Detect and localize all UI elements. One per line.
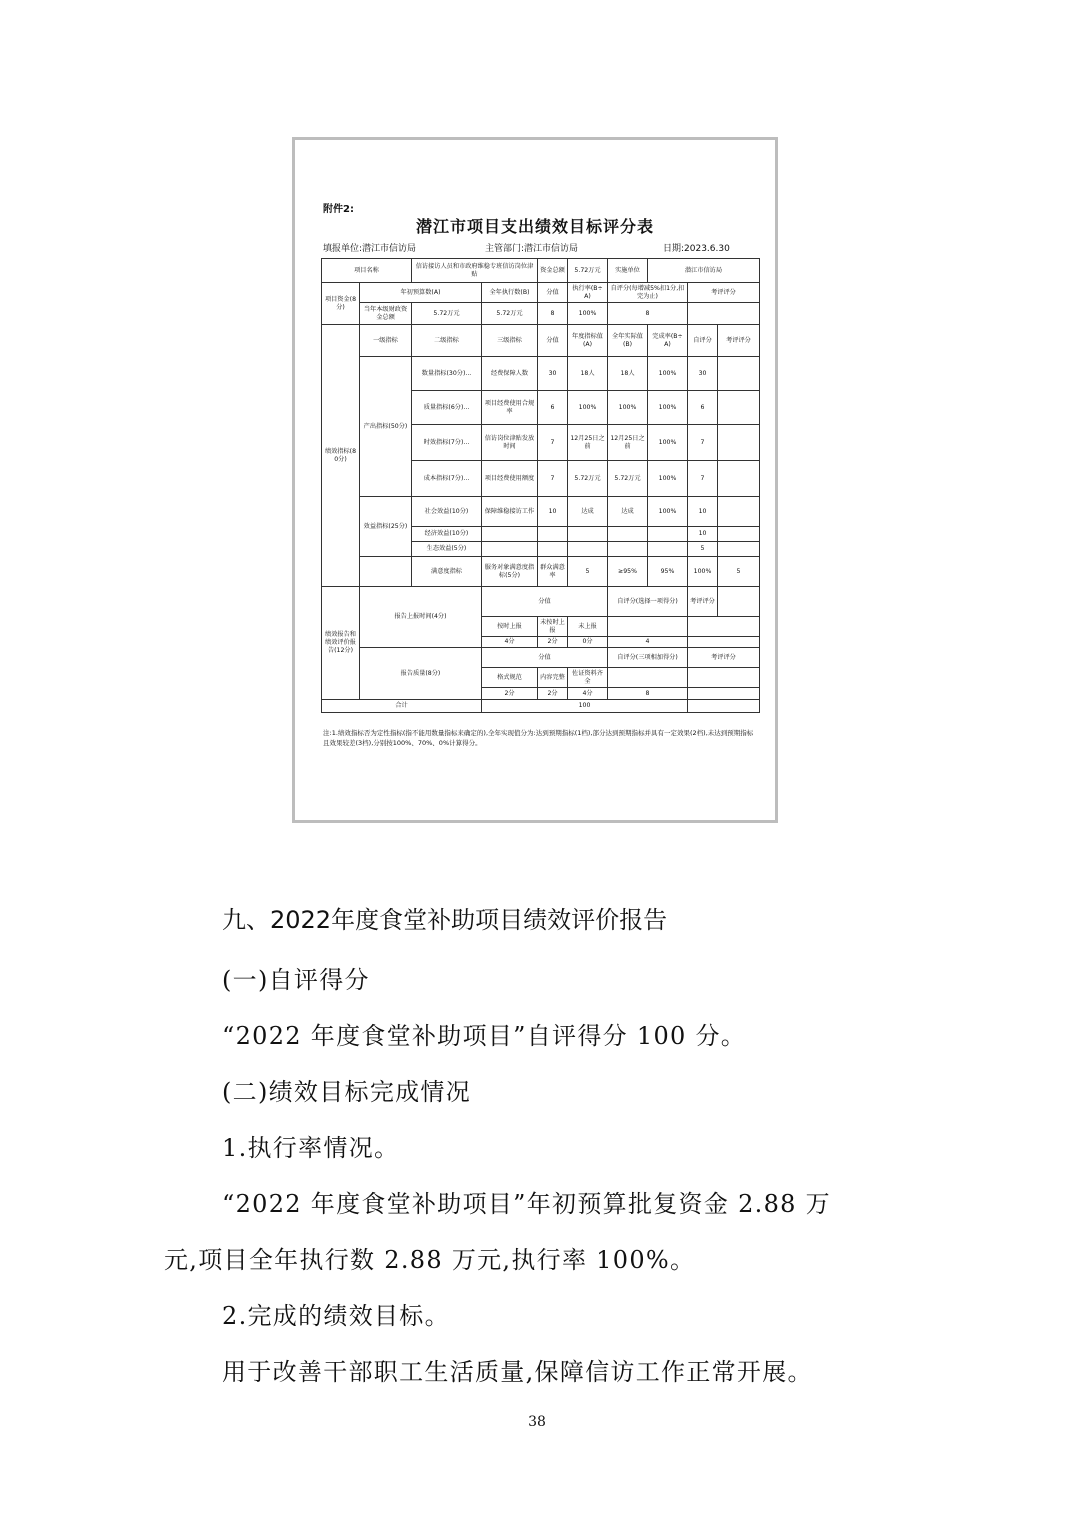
- table-cell: 5.72万元: [568, 461, 608, 497]
- table-cell: 5.72万元: [482, 303, 538, 325]
- table-cell: 考评评分: [718, 325, 760, 357]
- table-cell: 5: [568, 557, 608, 587]
- table-cell: 绩效报告和绩效评价报告(12分): [322, 587, 360, 700]
- table-cell: [718, 391, 760, 425]
- paragraph-goals-heading: 2.完成的绩效目标。: [222, 1302, 450, 1330]
- table-cell: 潜江市信访局: [648, 259, 760, 283]
- table-note: 注:1.绩效指标否为定性指标(指不能用数量指标来确定的),全年实现值分为:达到预期指标(1档),部分达到预期指标并具有一定效果(2档),未达到预期指标且效果较差(3档),分别按100%、70%、0%计算得分。: [323, 729, 754, 747]
- table-cell: 5: [718, 557, 760, 587]
- table-cell: [718, 527, 760, 542]
- table-cell: 4: [608, 637, 688, 648]
- table-cell: 30: [538, 357, 568, 391]
- table-cell: 18人: [568, 357, 608, 391]
- table-cell: 10: [688, 527, 718, 542]
- table-cell: 未按时上报: [538, 617, 568, 637]
- table-cell: 当年本级财政资金总额: [360, 303, 412, 325]
- paragraph-goal-heading: (二)绩效目标完成情况: [222, 1078, 472, 1106]
- table-cell: 项目经费使用额度: [482, 461, 538, 497]
- table-cell: 社会效益(10分): [412, 497, 482, 527]
- table-cell: 2分: [538, 688, 568, 700]
- table-cell: 时效指标(7分)...: [412, 425, 482, 461]
- table-cell: 2分: [538, 637, 568, 648]
- table-cell: 全年执行数(B): [482, 283, 538, 303]
- table-cell: 全年实际值(B): [608, 325, 648, 357]
- table-cell: 报告上报时间(4分): [360, 587, 482, 648]
- table-cell: 实施单位: [608, 259, 648, 283]
- table-row: [322, 283, 760, 303]
- table-cell: 7: [538, 425, 568, 461]
- table-cell: 考评评分: [688, 648, 760, 668]
- table-cell: 执行率(B÷A): [568, 283, 608, 303]
- table-cell: 成本指标(7分)...: [412, 461, 482, 497]
- table-cell: 项目名称: [322, 259, 412, 283]
- table-cell: 自评分(三项相加得分): [608, 648, 688, 668]
- table-cell: [648, 542, 688, 557]
- table-cell: 分值: [538, 283, 568, 303]
- table-cell: 7: [538, 461, 568, 497]
- table-cell: 4分: [482, 637, 538, 648]
- table-cell: 考评评分: [688, 283, 760, 303]
- table-cell: 0分: [568, 637, 608, 648]
- table-row: [322, 325, 760, 357]
- table-cell: 生态效益(5分): [412, 542, 482, 557]
- table-cell: 100%: [568, 303, 608, 325]
- table-row: [322, 587, 760, 617]
- table-cell: [538, 527, 568, 542]
- table-cell: 年初预算数(A): [360, 283, 482, 303]
- table-cell: [608, 527, 648, 542]
- table-cell: 报告质量(8分): [360, 648, 482, 700]
- table-cell: 达成: [568, 497, 608, 527]
- table-cell: [718, 497, 760, 527]
- table-cell: 100: [482, 700, 688, 713]
- table-cell: [538, 542, 568, 557]
- paragraph-exec-rate-line1: “2022 年度食堂补助项目”年初预算批复资金 2.88 万: [222, 1190, 831, 1218]
- table-cell: 经济效益(10分): [412, 527, 482, 542]
- table-cell: 2分: [482, 688, 538, 700]
- table-cell: 5: [688, 542, 718, 557]
- form-title: 潜江市项目支出绩效目标评分表: [415, 217, 654, 236]
- table-cell: 100%: [648, 391, 688, 425]
- table-cell: 100%: [608, 391, 648, 425]
- table-cell: 7: [688, 425, 718, 461]
- table-cell: [688, 668, 760, 688]
- table-cell: 质量指标(6分)...: [412, 391, 482, 425]
- table-cell: 群众满意率: [538, 557, 568, 587]
- table-cell: 100%: [648, 357, 688, 391]
- table-cell: 自评分(每增减5%扣1分,扣完为止): [608, 283, 688, 303]
- table-cell: 满意度指标: [412, 557, 482, 587]
- table-cell: 项目资金(8分): [322, 283, 360, 325]
- form-date: 日期:2023.6.30: [663, 244, 730, 254]
- table-row: [322, 357, 760, 391]
- table-cell: 内容完整: [538, 668, 568, 688]
- table-row: [322, 557, 760, 587]
- table-row: [322, 648, 760, 668]
- table-cell: 95%: [648, 557, 688, 587]
- table-cell: 100%: [648, 425, 688, 461]
- table-cell: [568, 527, 608, 542]
- table-cell: [718, 542, 760, 557]
- table-cell: 4分: [568, 688, 608, 700]
- table-cell: 100%: [568, 391, 608, 425]
- table-cell: [568, 542, 608, 557]
- table-cell: 10: [538, 497, 568, 527]
- table-cell: 合计: [322, 700, 482, 713]
- table-cell: 7: [688, 461, 718, 497]
- table-cell: 数量指标(30分)...: [412, 357, 482, 391]
- table-cell: 12月25日之前: [608, 425, 648, 461]
- table-cell: [482, 542, 538, 557]
- table-cell: 10: [688, 497, 718, 527]
- table-cell: [718, 587, 760, 617]
- scanned-form-image: [292, 137, 778, 823]
- paragraph-self-score-heading: (一)自评得分: [222, 966, 370, 994]
- table-cell: 8: [608, 303, 688, 325]
- table-cell: 12月25日之前: [568, 425, 608, 461]
- table-cell: 18人: [608, 357, 648, 391]
- section-heading: 九、2022年度食堂补助项目绩效评价报告: [222, 906, 668, 934]
- table-cell: 5.72万元: [568, 259, 608, 283]
- table-cell: 二级指标: [412, 325, 482, 357]
- table-cell: 效益指标(25分): [360, 497, 412, 557]
- table-cell: 8: [608, 688, 688, 700]
- table-cell: [718, 461, 760, 497]
- paragraph-exec-rate-heading: 1.执行率情况。: [222, 1134, 400, 1162]
- table-cell: 6: [538, 391, 568, 425]
- table-cell: 分值: [482, 587, 608, 617]
- table-cell: 30: [688, 357, 718, 391]
- table-cell: 完成率(B÷A): [648, 325, 688, 357]
- table-cell: 年度指标值(A): [568, 325, 608, 357]
- table-cell: 自评分(选择一项得分): [608, 587, 688, 617]
- table-cell: 自评分: [688, 325, 718, 357]
- table-row: [322, 497, 760, 527]
- table-cell: 5.72万元: [608, 461, 648, 497]
- table-cell: [648, 527, 688, 542]
- table-cell: 5.72万元: [412, 303, 482, 325]
- table-cell: 100%: [688, 557, 718, 587]
- table-cell: 未上报: [568, 617, 608, 637]
- fill-unit: 填报单位:潜江市信访局: [323, 244, 417, 254]
- table-cell: 经费保障人数: [482, 357, 538, 391]
- table-row: [322, 259, 760, 283]
- table-cell: 信访岗位津贴发放时间: [482, 425, 538, 461]
- table-cell: 8: [538, 303, 568, 325]
- table-cell: [688, 303, 760, 325]
- table-cell: 产出指标(50分): [360, 357, 412, 497]
- paragraph-goals-body: 用于改善干部职工生活质量,保障信访工作正常开展。: [222, 1358, 813, 1386]
- table-cell: [482, 527, 538, 542]
- table-cell: [718, 425, 760, 461]
- table-cell: 项目经费使用合规率: [482, 391, 538, 425]
- table-cell: 服务对象满意度指标(5分): [482, 557, 538, 587]
- table-cell: 按时上报: [482, 617, 538, 637]
- table-cell: 100%: [648, 461, 688, 497]
- supervising-dept: 主管部门:潜江市信访局: [485, 244, 579, 254]
- table-cell: ≥95%: [608, 557, 648, 587]
- table-cell: [688, 617, 760, 637]
- score-table: [321, 258, 760, 713]
- table-cell: [688, 700, 760, 713]
- table-cell: 保障维稳接访工作: [482, 497, 538, 527]
- table-cell: 信访接访人员和市政府维稳专班信访岗位津贴: [412, 259, 538, 283]
- table-cell: 佐证资料齐全: [568, 668, 608, 688]
- table-row: [322, 700, 760, 713]
- table-cell: [608, 617, 688, 637]
- table-cell: 考评评分: [688, 587, 718, 617]
- table-cell: 资金总额: [538, 259, 568, 283]
- table-cell: 分值: [482, 648, 608, 668]
- page-number: 38: [528, 1414, 546, 1430]
- table-cell: 分值: [538, 325, 568, 357]
- table-cell: [608, 668, 688, 688]
- table-cell: 绩效指标(80分): [322, 325, 360, 587]
- table-cell: [360, 557, 412, 587]
- table-cell: [608, 542, 648, 557]
- table-cell: 6: [688, 391, 718, 425]
- table-row: [322, 303, 760, 325]
- paragraph-exec-rate-line2: 元,项目全年执行数 2.88 万元,执行率 100%。: [164, 1246, 696, 1274]
- table-cell: 三级指标: [482, 325, 538, 357]
- paragraph-self-score: “2022 年度食堂补助项目”自评得分 100 分。: [222, 1022, 747, 1050]
- table-cell: [688, 688, 760, 700]
- table-cell: 一级指标: [360, 325, 412, 357]
- table-cell: 格式规范: [482, 668, 538, 688]
- table-cell: 达成: [608, 497, 648, 527]
- attachment-label: 附件2:: [323, 204, 354, 215]
- table-cell: 100%: [648, 497, 688, 527]
- table-cell: [688, 637, 760, 648]
- table-cell: [718, 357, 760, 391]
